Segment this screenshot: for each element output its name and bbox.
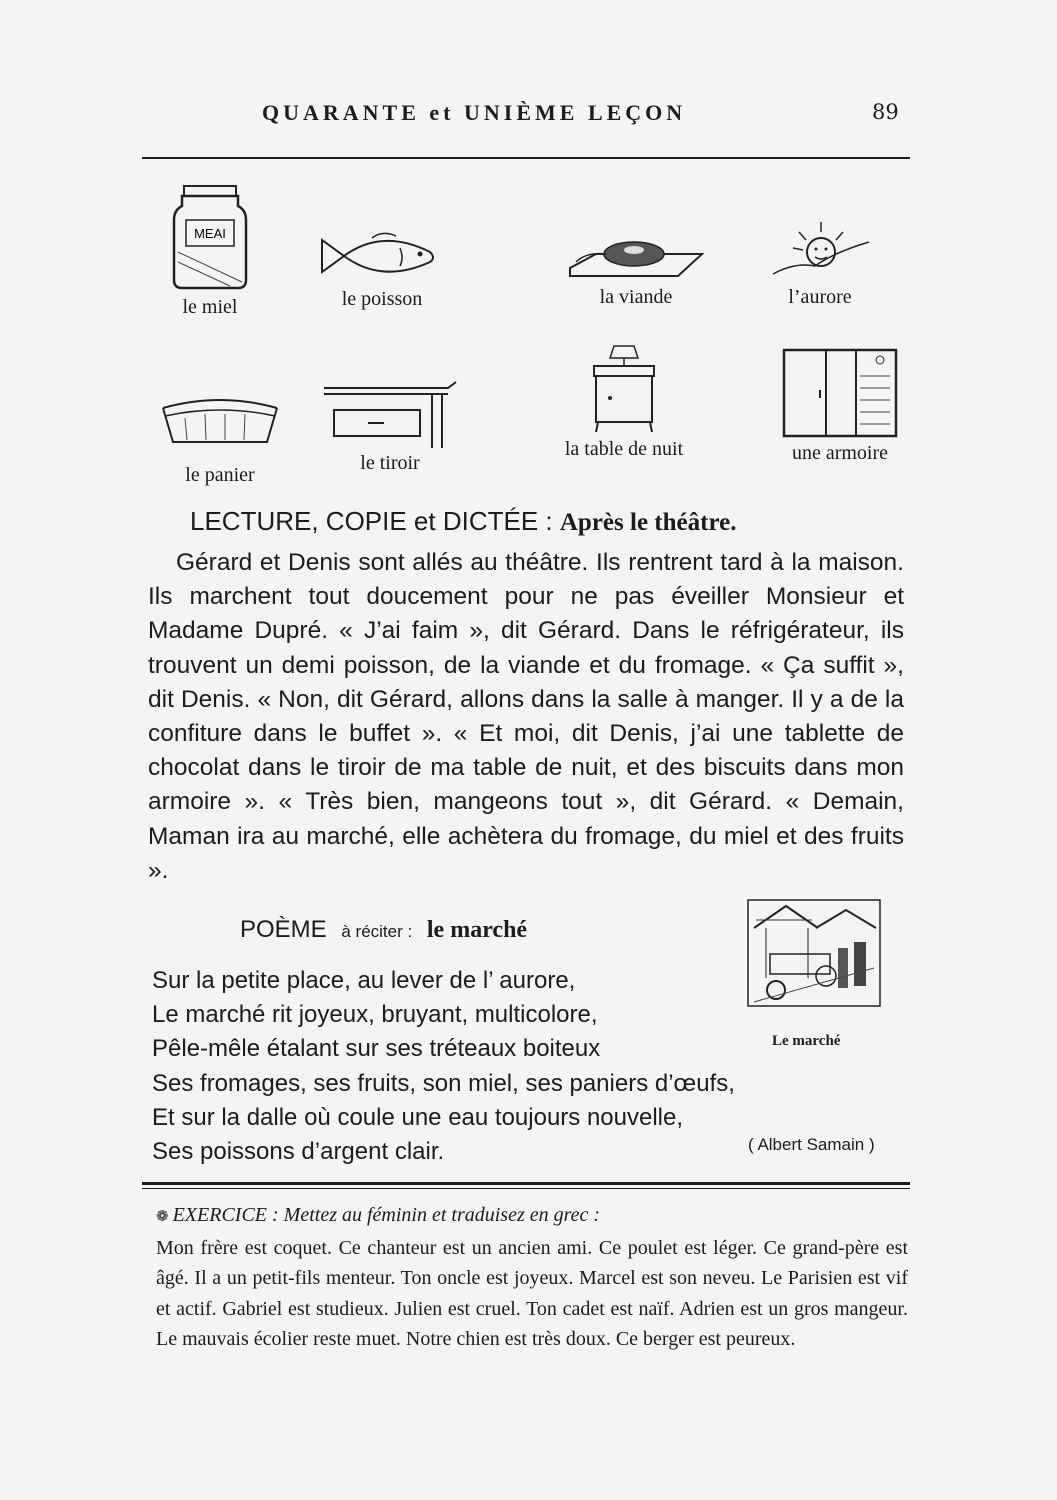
- market-icon: [746, 898, 882, 1010]
- flower-icon: ❁: [156, 1209, 169, 1225]
- vocab-sunrise: [760, 212, 880, 309]
- exercise-heading: EXERCICE : Mettez au féminin et traduisez en grec :: [172, 1204, 601, 1226]
- poem-line: Ses fromages, ses fruits, son miel, ses paniers d’œufs,: [152, 1069, 735, 1097]
- poem-line: Et sur la dalle où coule une eau toujours nouvelle,: [152, 1103, 684, 1131]
- vocab-basket: [150, 396, 290, 487]
- drawer-icon: [320, 378, 460, 448]
- reading-subtitle: Après le théâtre.: [559, 509, 737, 536]
- poem-title: le marché: [426, 917, 528, 943]
- poem-text: [152, 964, 735, 1169]
- fish-icon: [312, 228, 452, 284]
- poem-line: Ses poissons d’argent clair.: [152, 1138, 445, 1166]
- poem-heading: [240, 916, 527, 944]
- vocab-honey: [160, 182, 260, 319]
- header-rule: [142, 157, 910, 159]
- exercise-rule-top: [142, 1182, 910, 1185]
- exercise-block: [156, 1200, 908, 1355]
- exercise-text: Mon frère est coquet. Ce chanteur est un ancien ami. Ce poulet est léger. Ce grand-père est âgé. Il a un petit-fils menteur. Ton oncle est joyeux. Marcel est son neveu. Le Parisien est vif et actif. Gabriel est studieux. Julien est cruel. Ton cadet est naïf. Adrien est un gros mangeur. Le mauvais écolier reste muet. Notre chien est très doux. Ce berger est peureux.: [156, 1236, 908, 1350]
- vocab-label: le poisson: [341, 288, 423, 310]
- meat-icon: [566, 232, 706, 282]
- poem-label: POÈME: [240, 916, 327, 943]
- vocab-label: le tiroir: [360, 452, 420, 474]
- vocab-label: une armoire: [791, 442, 889, 464]
- reading-paragraph: Gérard et Denis sont allés au théâtre. Ils rentrent tard à la maison. Ils marchent tout doucement pour ne pas éveiller Monsieur et Madame Dupré. « J’ai faim », dit Gérard. Dans le réfrigérateur, ils trouvent un demi poisson, de la viande et du fromage. « Ça suffit », dit Denis. « Non, dit Gérard, allons dans la salle à manger. Il y a de la confiture dans le buffet ». « Et moi, dit Denis, j’ai une tablette de chocolat dans le tiroir de ma table de nuit, et des biscuits dans mon armoire ». « Très bien, mangeons tout », dit Gérard. « Demain, Maman ira au marché, elle achètera du fromage, du miel et des fruits ».: [148, 549, 904, 884]
- vocab-meat: [566, 232, 706, 309]
- poem-author: ( Albert Samain ): [748, 1135, 875, 1154]
- reading-title-label: LECTURE, COPIE et DICTÉE :: [190, 506, 553, 536]
- vocab-label: le panier: [185, 464, 255, 486]
- nightstand-icon: [584, 344, 664, 434]
- vocab-label: la table de nuit: [564, 438, 684, 460]
- basket-icon: [155, 396, 285, 448]
- vocab-label: la viande: [599, 286, 673, 308]
- poem-line: Le marché rit joyeux, bruyant, multicolore,: [152, 1001, 598, 1029]
- poem-line: Pêle-mêle étalant sur ses tréteaux boiteux: [152, 1035, 601, 1063]
- lesson-title: QUARANTE et UNIÈME LEÇON: [262, 100, 687, 125]
- wardrobe-icon: [780, 346, 900, 438]
- vocab-drawer: [320, 378, 460, 475]
- market-illustration: [746, 898, 882, 1014]
- vocab-wardrobe: [770, 346, 910, 465]
- sunrise-icon: [765, 212, 875, 282]
- market-caption: Le marché: [772, 1033, 841, 1049]
- vocab-label: l’aurore: [788, 286, 852, 308]
- honey-jar-icon: [170, 182, 250, 292]
- vocab-label: le miel: [182, 296, 238, 318]
- svg-text:MEAI: MEAI: [194, 226, 226, 241]
- page-number: 89: [872, 100, 899, 124]
- exercise-rule-thin: [142, 1188, 910, 1189]
- reading-title: [190, 506, 736, 537]
- vocab-nightstand: [536, 344, 712, 461]
- poem-instruction: à réciter :: [341, 922, 413, 941]
- poem-line: Sur la petite place, au lever de l’ aurore,: [152, 967, 576, 994]
- vocab-fish: [312, 228, 452, 311]
- reading-text: [148, 546, 904, 888]
